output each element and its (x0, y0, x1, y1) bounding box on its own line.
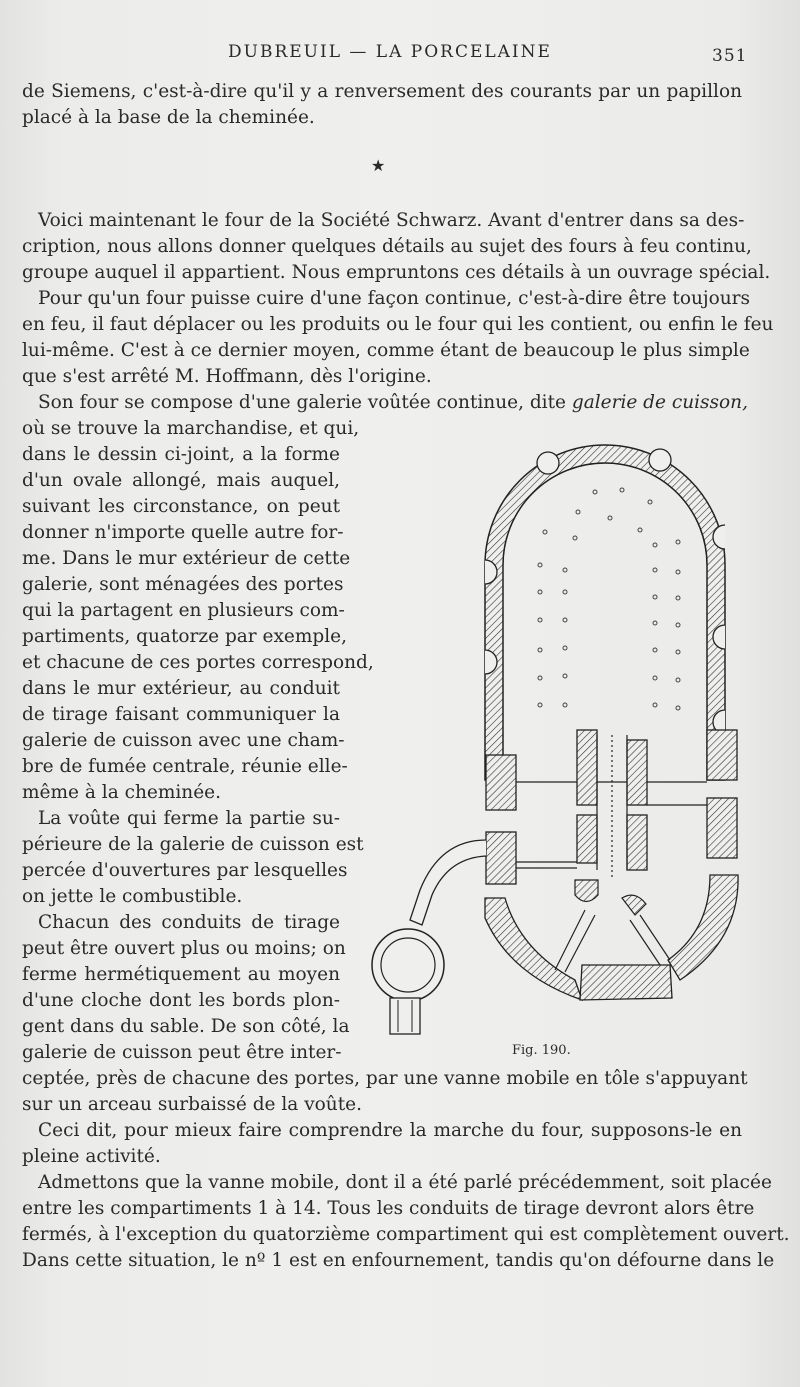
text-line: galerie de cuisson avec une cham- (22, 730, 345, 751)
text-line: Ceci dit, pour mieux faire comprendre la marche du four, supposons-le en (38, 1120, 742, 1141)
text-line: on jette le combustible. (22, 886, 243, 907)
lower-wall (485, 898, 582, 1000)
kiln-plan-figure (350, 420, 750, 1045)
door-notch (537, 452, 559, 474)
text-line: Chacun des conduits de tirage (38, 912, 340, 933)
kiln-plan-drawing (350, 420, 750, 1045)
outer-wall (485, 445, 725, 780)
figure-caption: Fig. 190. (512, 1043, 571, 1058)
text-line: ferme hermétiquement au moyen (22, 964, 340, 985)
wall-block (707, 730, 737, 780)
chamber-block (622, 895, 646, 915)
text-line: d'un ovale allongé, mais auquel, (22, 470, 340, 491)
flue-lines (516, 735, 707, 880)
text-line: qui la partagent en plusieurs com- (22, 600, 345, 621)
bell-base (390, 998, 420, 1034)
page-number: 351 (712, 46, 748, 66)
fuel-holes (538, 488, 680, 710)
text-line: d'une cloche dont les bords plon- (22, 990, 340, 1011)
text-line: donner n'importe quelle autre for- (22, 522, 344, 543)
radial-struts (555, 910, 670, 972)
text-line: de Siemens, c'est-à-dire qu'il y a renversement des courants par un papillon (22, 81, 742, 102)
door-notch (649, 449, 671, 471)
chamber-block (575, 880, 598, 902)
text-line: galerie, sont ménagées des portes (22, 574, 344, 595)
text-line: suivant les circonstance, on peut (22, 496, 340, 517)
chimney-pipe (410, 840, 486, 925)
text-line: bre de fumée centrale, réunie elle- (22, 756, 348, 777)
text-line: placé à la base de la cheminée. (22, 107, 315, 128)
wall-block (577, 730, 597, 805)
text-line: galerie de cuisson peut être inter- (22, 1042, 342, 1063)
wall-block (627, 815, 647, 870)
text-line: et chacune de ces portes correspond, (22, 652, 374, 673)
running-head: DUBREUIL — LA PORCELAINE (228, 42, 552, 62)
text-line: partiments, quatorze par exemple, (22, 626, 347, 647)
text-line: cription, nous allons donner quelques détails au sujet des fours à feu continu, (22, 236, 752, 257)
text-line: même à la cheminée. (22, 782, 221, 803)
text-line: dans le dessin ci-joint, a la forme (22, 444, 340, 465)
text-line: Admettons que la vanne mobile, dont il a été parlé précédemment, soit placée (38, 1172, 772, 1193)
text-line: fermés, à l'exception du quatorzième compartiment qui est complètement ouvert. (22, 1224, 790, 1245)
wall-block (486, 755, 516, 810)
wall-block (486, 832, 516, 884)
lower-wall-right (668, 875, 738, 980)
text-line: dans le mur extérieur, au conduit (22, 678, 340, 699)
text-line: entre les compartiments 1 à 14. Tous les conduits de tirage devront alors être (22, 1198, 755, 1219)
lower-wall-bottom (580, 965, 672, 1000)
text-line: me. Dans le mur extérieur de cette (22, 548, 351, 569)
text-line: La voûte qui ferme la partie su- (38, 808, 340, 829)
italic-term: galerie de cuisson, (571, 392, 748, 413)
text-line: percée d'ouvertures par lesquelles (22, 860, 348, 881)
text-line: sur un arceau surbaissé de la voûte. (22, 1094, 362, 1115)
text-line: gent dans du sable. De son côté, la (22, 1016, 350, 1037)
text-line: que s'est arrêté M. Hoffmann, dès l'origine. (22, 366, 432, 387)
text-run: Son four se compose d'une galerie voûtée continue, dite (38, 392, 572, 413)
star-ornament: ★ (371, 156, 386, 175)
text-line: où se trouve la marchandise, et qui, (22, 418, 360, 439)
text-line: peut être ouvert plus ou moins; on (22, 938, 346, 959)
text-line: Dans cette situation, le nº 1 est en enfournement, tandis qu'on défourne dans le (22, 1250, 775, 1271)
text-line: en feu, il faut déplacer ou les produits ou le four qui les contient, ou enfin le feu (22, 314, 774, 335)
text-line (38, 390, 748, 416)
text-line: de tirage faisant communiquer la (22, 704, 340, 725)
text-line: Pour qu'un four puisse cuire d'une façon continue, c'est-à-dire être toujours (38, 288, 751, 309)
bell-inner (381, 938, 435, 992)
text-line: lui-même. C'est à ce dernier moyen, comme étant de beaucoup le plus simple (22, 340, 750, 361)
wall-block (707, 798, 737, 858)
text-line: pleine activité. (22, 1146, 161, 1167)
page-header (0, 42, 800, 66)
text-line: groupe auquel il appartient. Nous empruntons ces détails à un ouvrage spécial. (22, 262, 771, 283)
wall-block (577, 815, 597, 863)
text-line: ceptée, près de chacune des portes, par une vanne mobile en tôle s'appuyant (22, 1068, 748, 1089)
text-line: périeure de la galerie de cuisson est (22, 834, 364, 855)
wall-block (627, 740, 647, 805)
text-line: Voici maintenant le four de la Société Schwarz. Avant d'entrer dans sa des- (38, 210, 745, 231)
